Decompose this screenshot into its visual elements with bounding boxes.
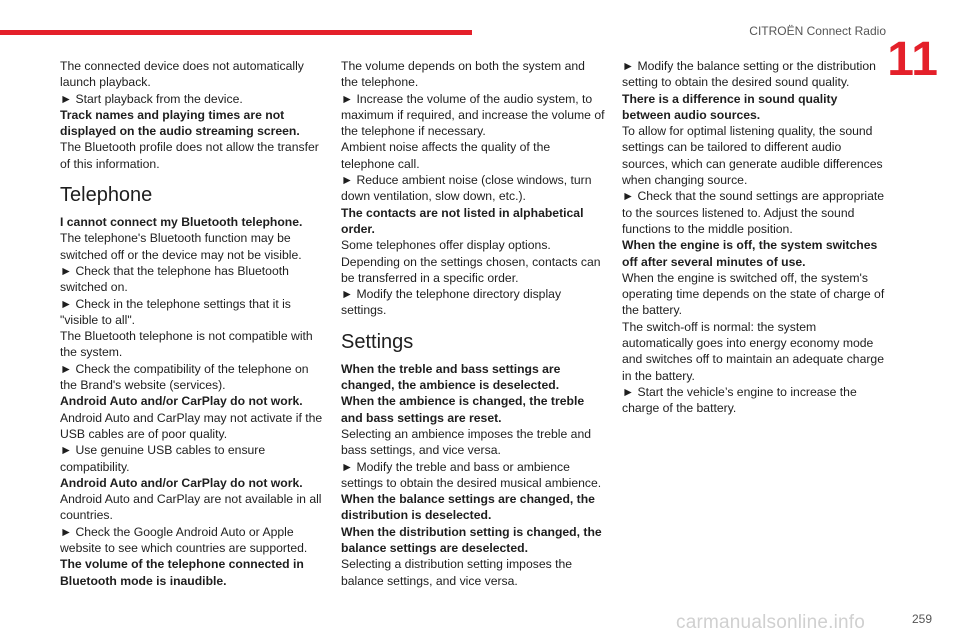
body-paragraph: ► Modify the treble and bass or ambience settings to obtain the desired musical ambience.	[341, 459, 602, 490]
body-paragraph: Some telephones offer display options. Depending on the settings chosen, contacts can be transferred in a specific order.	[341, 238, 601, 285]
body-paragraph: ► Check in the telephone settings that it is "visible to all".	[60, 296, 291, 327]
body-paragraph: ► Check that the sound settings are appropriate to the sources listened to. Adjust the sound functions to the middle position.	[622, 189, 885, 236]
body-paragraph: ► Increase the volume of the audio system, to maximum if required, and increase the volume of the telephone if necessary.	[341, 91, 605, 139]
issue-heading: When the treble and bass settings are changed, the ambience is deselected.	[341, 361, 561, 393]
header-accent-bar	[0, 30, 472, 35]
issue-heading: When the engine is off, the system switches off after several minutes of use.	[622, 238, 878, 269]
issue-heading: When the ambience is changed, the treble and bass settings are reset.	[341, 394, 585, 425]
body-paragraph: The telephone's Bluetooth function may be switched off or the device may not be visible.	[60, 231, 302, 262]
body-paragraph: The Bluetooth profile does not allow the transfer of this information.	[60, 140, 319, 171]
page-number: 259	[911, 612, 932, 626]
body-paragraph: Ambient noise affects the quality of the telephone call.	[341, 140, 551, 171]
header-title: CITROËN Connect Radio	[749, 24, 886, 38]
text-column-3	[622, 58, 886, 417]
body-paragraph: ► Check that the telephone has Bluetooth switched on.	[60, 263, 289, 295]
issue-heading: When the distribution setting is changed, the balance settings are deselected.	[341, 524, 602, 556]
body-paragraph: Selecting a distribution setting imposes the balance settings, and vice versa.	[341, 557, 573, 588]
issue-heading: There is a difference in sound quality between audio sources.	[622, 91, 838, 122]
chapter-number: 11	[887, 33, 938, 86]
body-paragraph: ► Check the Google Android Auto or Apple website to see which countries are supported.	[60, 524, 308, 556]
body-paragraph: ► Reduce ambient noise (close windows, turn down ventilation, slow down, etc.).	[341, 173, 592, 204]
issue-heading: Android Auto and/or CarPlay do not work.	[60, 475, 303, 490]
issue-heading: The volume of the telephone connected in Bluetooth mode is inaudible.	[60, 557, 304, 588]
body-paragraph: To allow for optimal listening quality, the sound settings can be tailored to different audio sources, which can generate audible differences when changing source.	[622, 124, 883, 188]
watermark: carmanualsonline.info	[676, 612, 866, 633]
text-column-2	[341, 58, 605, 589]
body-paragraph: Android Auto and CarPlay may not activate if the USB cables are of poor quality.	[60, 410, 323, 441]
body-paragraph: ► Start the vehicle’s engine to increase the charge of the battery.	[622, 384, 857, 416]
body-paragraph: ► Check the compatibility of the telephone on the Brand's website (services).	[60, 361, 309, 393]
body-paragraph: The Bluetooth telephone is not compatible with the system.	[60, 329, 313, 360]
section-heading: Telephone	[60, 184, 153, 207]
issue-heading: When the balance settings are changed, the distribution is deselected.	[341, 492, 595, 523]
section-heading: Settings	[341, 330, 414, 353]
text-column-1	[60, 58, 324, 589]
body-paragraph: When the engine is switched off, the system's operating time depends on the state of charge of the battery.	[622, 270, 885, 318]
body-paragraph: The connected device does not automatically launch playback.	[60, 59, 304, 90]
body-paragraph: ► Modify the telephone directory display settings.	[341, 287, 562, 318]
body-paragraph: The volume depends on both the system and the telephone.	[341, 59, 585, 90]
body-paragraph: ► Use genuine USB cables to ensure compatibility.	[60, 443, 266, 474]
body-paragraph: ► Start playback from the device.	[60, 91, 243, 106]
issue-heading: Android Auto and/or CarPlay do not work.	[60, 394, 303, 409]
issue-heading: Track names and playing times are not displayed on the audio streaming screen.	[60, 107, 300, 139]
body-paragraph: The switch-off is normal: the system automatically goes into energy economy mode and switches off to maintain an adequate charge in the battery.	[622, 319, 884, 383]
issue-heading: The contacts are not listed in alphabetical order.	[341, 205, 584, 236]
body-paragraph: Selecting an ambience imposes the treble and bass settings, and vice versa.	[341, 426, 591, 458]
body-paragraph: Android Auto and CarPlay are not available in all countries.	[60, 492, 322, 523]
body-paragraph: ► Modify the balance setting or the distribution setting to obtain the desired sound quality.	[622, 59, 876, 90]
issue-heading: I cannot connect my Bluetooth telephone.	[60, 215, 303, 230]
